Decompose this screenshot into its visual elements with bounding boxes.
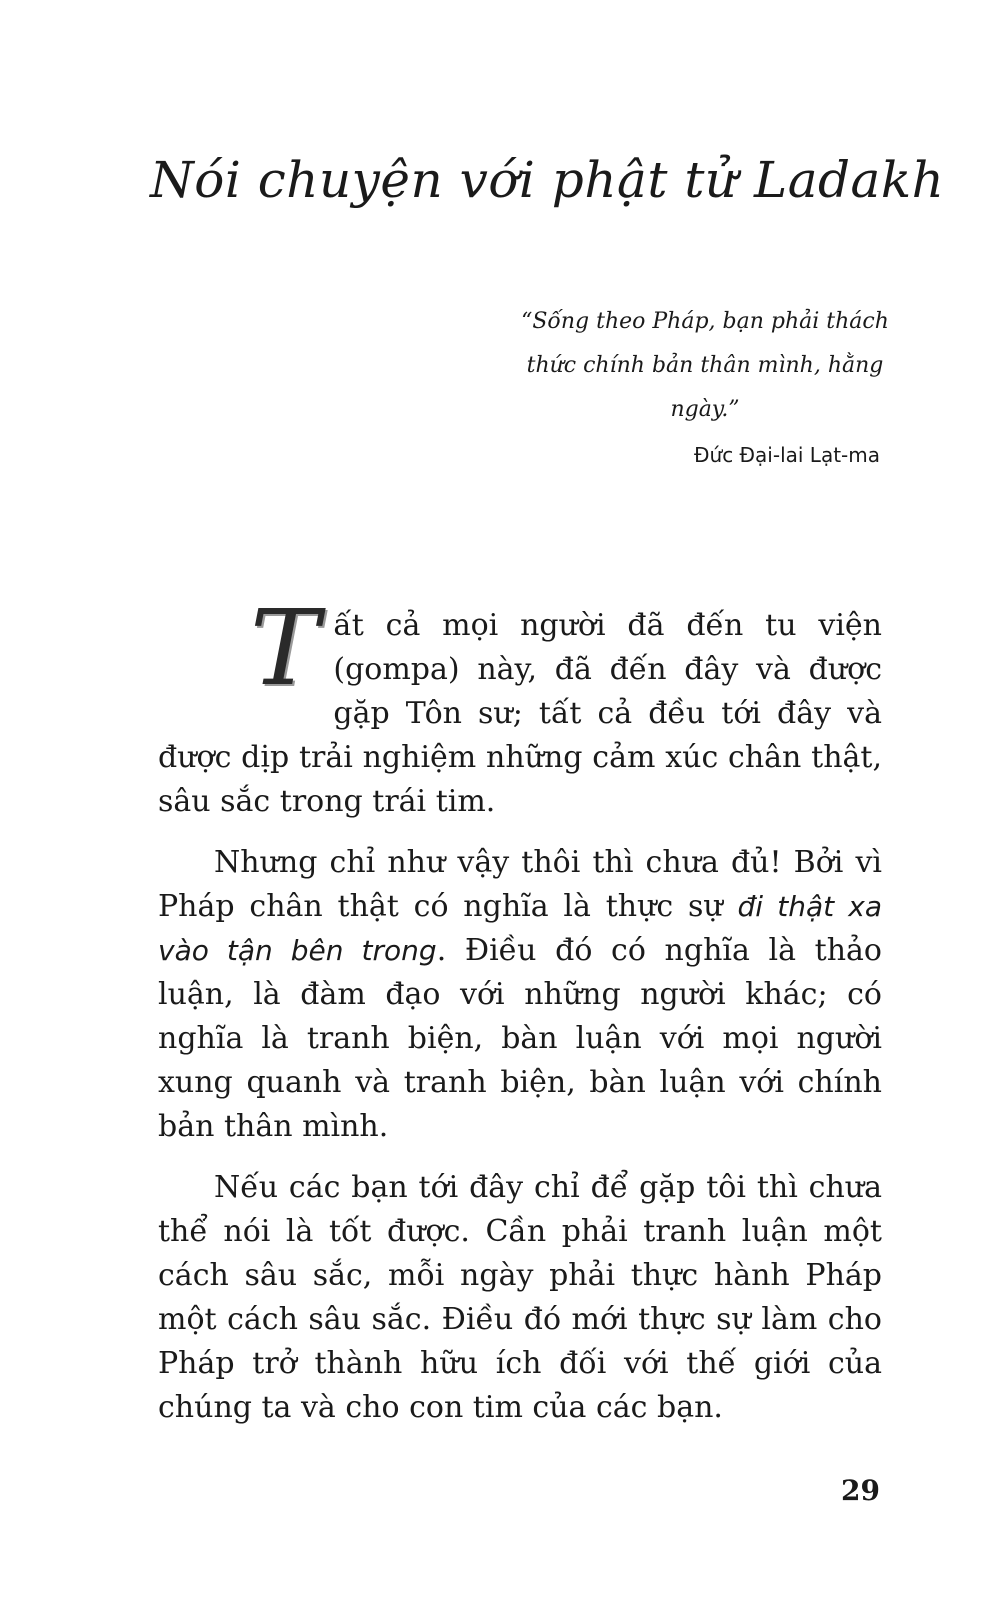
paragraph-3 (158, 1166, 882, 1430)
paragraph-2-emphasis: đi thật xa vào tận bên trong (158, 890, 882, 967)
epigraph (500, 300, 890, 470)
page-number: 29 (841, 1474, 880, 1507)
paragraph-2 (158, 841, 882, 1149)
epigraph-author: Đức Đại-lai Lạt-ma (694, 443, 880, 467)
paragraph-3-text: Nếu các bạn tới đây chỉ để gặp tôi thì chưa thể nói là tốt được. Cần phải tranh luận một cách sâu sắc, mỗi ngày phải thực hành Pháp một cách sâu sắc. Điều đó mới thực sự làm cho Pháp trở thành hữu ích đối với thế giới của chúng ta và cho con tim của các bạn. (158, 1170, 882, 1425)
paragraph-1 (158, 587, 882, 824)
epigraph-quote: “Sống theo Pháp, bạn phải thách thức chính bản thân mình, hằng ngày.” (521, 309, 889, 422)
paragraph-2-text-after: . Điều đó có nghĩa là thảo luận, là đàm đạo với những người khác; có nghĩa là tranh biện, bàn luận với mọi người xung quanh và tranh biện, bàn luận với chính bản thân mình. (158, 933, 882, 1144)
chapter-title: Nói chuyện với phật tử Ladakh (150, 151, 945, 209)
drop-cap: T (250, 587, 320, 709)
paragraph-1-text: ất cả mọi người đã đến tu viện (gompa) này, đã đến đây và được gặp Tôn sư; tất cả đều tới đây và được dịp trải nghiệm những cảm xúc chân thật, sâu sắc trong trái tim. (158, 608, 882, 819)
paragraph-2-text-before: Nhưng chỉ như vậy thôi thì chưa đủ! Bởi vì Pháp chân thật có nghĩa là thực sự (158, 845, 882, 924)
body-text (158, 587, 882, 1447)
